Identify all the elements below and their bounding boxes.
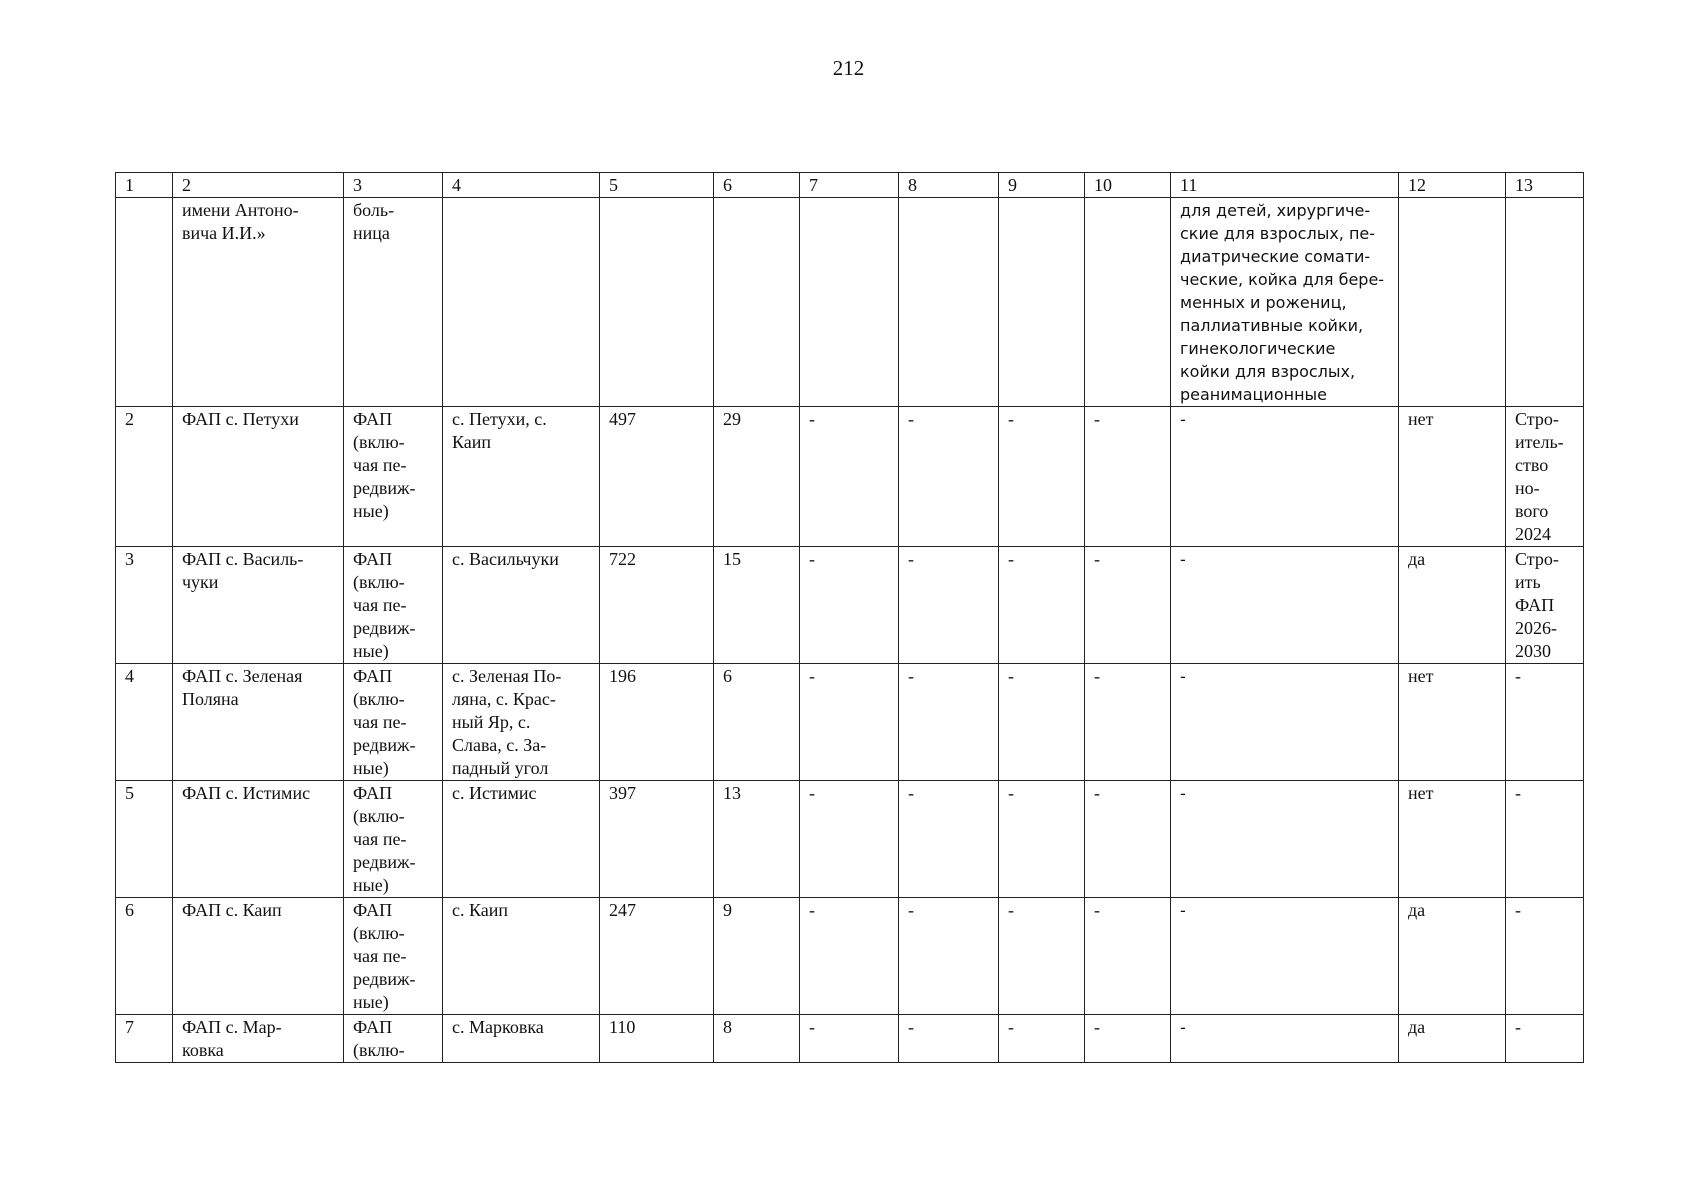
table-cell: 3 bbox=[116, 547, 173, 664]
table-cell: да bbox=[1399, 898, 1506, 1015]
table-cell: - bbox=[999, 407, 1085, 547]
table-cell: - bbox=[1171, 1015, 1399, 1063]
table-cell: - bbox=[800, 547, 899, 664]
table-cell: боль- ница bbox=[344, 198, 443, 407]
table-cell: - bbox=[1506, 664, 1584, 781]
table-cell: - bbox=[1171, 664, 1399, 781]
table-row bbox=[116, 898, 1584, 1015]
column-header: 2 bbox=[173, 173, 344, 198]
table-cell: с. Петухи, с. Каип bbox=[443, 407, 600, 547]
table-row bbox=[116, 664, 1584, 781]
table-cell: ФАП с. Истимис bbox=[173, 781, 344, 898]
table-cell: 2 bbox=[116, 407, 173, 547]
table-row bbox=[116, 407, 1584, 547]
table-cell: - bbox=[1085, 664, 1171, 781]
table-cell: - bbox=[1085, 781, 1171, 898]
table-cell: 5 bbox=[116, 781, 173, 898]
table-cell: нет bbox=[1399, 664, 1506, 781]
table-cell: нет bbox=[1399, 407, 1506, 547]
table-cell: - bbox=[899, 1015, 999, 1063]
table-cell: - bbox=[1085, 1015, 1171, 1063]
table-row bbox=[116, 781, 1584, 898]
table-cell: ФАП (вклю- чая пе- редвиж- ные) bbox=[344, 547, 443, 664]
header-row bbox=[116, 173, 1584, 198]
column-header: 3 bbox=[344, 173, 443, 198]
table-cell: - bbox=[899, 547, 999, 664]
table-cell: - bbox=[800, 1015, 899, 1063]
table-cell: ФАП с. Василь- чуки bbox=[173, 547, 344, 664]
table-cell: 196 bbox=[600, 664, 714, 781]
table-cell bbox=[1085, 198, 1171, 407]
table-cell: - bbox=[800, 407, 899, 547]
table-cell: - bbox=[999, 547, 1085, 664]
table-row bbox=[116, 547, 1584, 664]
table-cell bbox=[443, 198, 600, 407]
table-cell: 29 bbox=[714, 407, 800, 547]
table-cell: - bbox=[899, 407, 999, 547]
column-header: 4 bbox=[443, 173, 600, 198]
table-cell: нет bbox=[1399, 781, 1506, 898]
table-cell: с. Каип bbox=[443, 898, 600, 1015]
table-cell: - bbox=[999, 781, 1085, 898]
table-cell: 7 bbox=[116, 1015, 173, 1063]
table-cell: 110 bbox=[600, 1015, 714, 1063]
table-cell: с. Васильчуки bbox=[443, 547, 600, 664]
table-cell bbox=[116, 198, 173, 407]
table-cell: ФАП с. Мар- ковка bbox=[173, 1015, 344, 1063]
table-cell: имени Антоно- вича И.И.» bbox=[173, 198, 344, 407]
table-cell: да bbox=[1399, 547, 1506, 664]
table-cell: - bbox=[1085, 547, 1171, 664]
table-cell: ФАП (вклю- чая пе- редвиж- ные) bbox=[344, 898, 443, 1015]
column-header: 13 bbox=[1506, 173, 1584, 198]
table-cell bbox=[899, 198, 999, 407]
table-cell: 722 bbox=[600, 547, 714, 664]
table-cell bbox=[800, 198, 899, 407]
column-header: 8 bbox=[899, 173, 999, 198]
column-header: 10 bbox=[1085, 173, 1171, 198]
table-body bbox=[116, 198, 1584, 1063]
table-cell: ФАП (вклю- чая пе- редвиж- ные) bbox=[344, 407, 443, 547]
table-cell: с. Истимис bbox=[443, 781, 600, 898]
table-cell: 13 bbox=[714, 781, 800, 898]
table-cell bbox=[714, 198, 800, 407]
table-cell: - bbox=[1506, 781, 1584, 898]
table-row bbox=[116, 198, 1584, 407]
table-cell: ФАП с. Каип bbox=[173, 898, 344, 1015]
table-cell: - bbox=[1171, 547, 1399, 664]
table-cell: - bbox=[1506, 898, 1584, 1015]
column-header: 12 bbox=[1399, 173, 1506, 198]
table-cell: 6 bbox=[714, 664, 800, 781]
table-cell: Стро- итель- ство но- вого 2024 bbox=[1506, 407, 1584, 547]
table-cell: с. Зеленая По- ляна, с. Крас- ный Яр, с. Слава, с. За- падный угол bbox=[443, 664, 600, 781]
table-cell: 497 bbox=[600, 407, 714, 547]
table-row bbox=[116, 1015, 1584, 1063]
table-cell: - bbox=[899, 781, 999, 898]
table-cell bbox=[1506, 198, 1584, 407]
column-header: 11 bbox=[1171, 173, 1399, 198]
table-cell: для детей, хирургиче- ские для взрослых, пе- диатрические сомати- ческие, койка для бере- менных и рожениц, паллиативные койки, гинекологические койки для взрослых, реанимационные bbox=[1171, 198, 1399, 407]
table-cell: 15 bbox=[714, 547, 800, 664]
table-cell bbox=[999, 198, 1085, 407]
table-cell: 4 bbox=[116, 664, 173, 781]
table-cell: 247 bbox=[600, 898, 714, 1015]
table-cell: - bbox=[800, 781, 899, 898]
table-cell: - bbox=[800, 664, 899, 781]
table-cell bbox=[1399, 198, 1506, 407]
table-cell: - bbox=[1085, 898, 1171, 1015]
table-cell: 9 bbox=[714, 898, 800, 1015]
table-cell: - bbox=[999, 1015, 1085, 1063]
table-cell: 8 bbox=[714, 1015, 800, 1063]
table-cell: - bbox=[1171, 898, 1399, 1015]
column-header: 5 bbox=[600, 173, 714, 198]
data-table bbox=[115, 172, 1584, 1063]
table-cell: ФАП с. Зеленая Поляна bbox=[173, 664, 344, 781]
table-cell: - bbox=[1171, 407, 1399, 547]
page-number: 212 bbox=[832, 56, 865, 80]
table-cell: 397 bbox=[600, 781, 714, 898]
table-cell: ФАП с. Петухи bbox=[173, 407, 344, 547]
table-cell: ФАП (вклю- чая пе- редвиж- ные) bbox=[344, 781, 443, 898]
column-header: 1 bbox=[116, 173, 173, 198]
table-cell: 6 bbox=[116, 898, 173, 1015]
table-cell: - bbox=[899, 664, 999, 781]
table-cell: да bbox=[1399, 1015, 1506, 1063]
table-cell: - bbox=[1085, 407, 1171, 547]
table-cell: - bbox=[999, 664, 1085, 781]
table-cell: - bbox=[1506, 1015, 1584, 1063]
table-cell: - bbox=[999, 898, 1085, 1015]
column-header: 7 bbox=[800, 173, 899, 198]
table-cell: ФАП (вклю- bbox=[344, 1015, 443, 1063]
table-cell: ФАП (вклю- чая пе- редвиж- ные) bbox=[344, 664, 443, 781]
column-header: 9 bbox=[999, 173, 1085, 198]
table-cell: - bbox=[1171, 781, 1399, 898]
table-cell: - bbox=[800, 898, 899, 1015]
table-cell: Стро- ить ФАП 2026- 2030 bbox=[1506, 547, 1584, 664]
table-cell bbox=[600, 198, 714, 407]
table-cell: с. Марковка bbox=[443, 1015, 600, 1063]
column-header: 6 bbox=[714, 173, 800, 198]
table-cell: - bbox=[899, 898, 999, 1015]
